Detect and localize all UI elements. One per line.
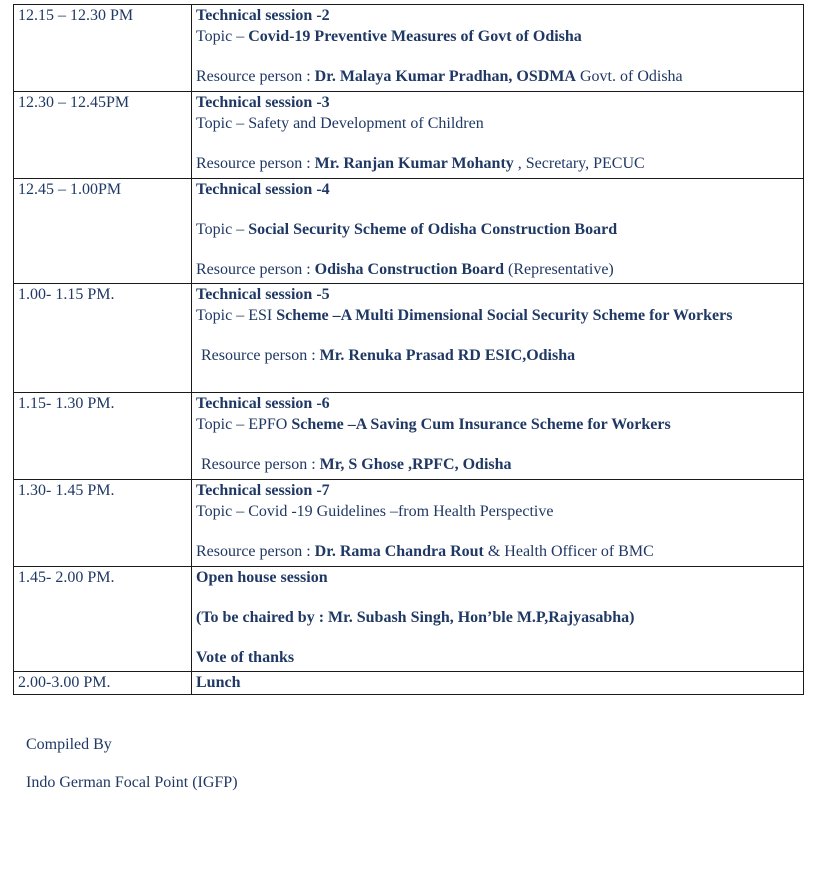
- time-cell: 1.00- 1.15 PM.: [14, 284, 192, 393]
- topic-text: Scheme –A Saving Cum Insurance Scheme for Workers: [291, 416, 671, 433]
- table-row: [14, 284, 804, 393]
- session-title: Technical session -7: [196, 482, 330, 499]
- resource-person-suffix: & Health Officer of BMC: [483, 543, 654, 560]
- table-row: [14, 480, 804, 567]
- topic-line: [196, 305, 799, 326]
- resource-person-prefix: Resource person :: [196, 261, 315, 278]
- session-cell: [192, 92, 804, 179]
- time-cell: 2.00-3.00 PM.: [14, 672, 192, 695]
- topic-line: [196, 414, 799, 435]
- resource-person-line: [196, 153, 799, 174]
- time-cell: 12.45 – 1.00PM: [14, 179, 192, 284]
- topic-prefix: Topic –: [196, 28, 249, 45]
- session-title: Technical session -2: [196, 7, 330, 24]
- table-row: [14, 179, 804, 284]
- resource-person-line: [196, 66, 799, 87]
- session-cell: [192, 284, 804, 393]
- session-cell: [192, 672, 804, 695]
- topic-prefix: Topic – EPFO: [196, 416, 292, 433]
- topic-line: [196, 26, 799, 47]
- session-title: Technical session -4: [196, 181, 330, 198]
- time-cell: 1.30- 1.45 PM.: [14, 480, 192, 567]
- chaired-by-line: (To be chaired by : Mr. Subash Singh, Hon’ble M.P,Rajyasabha): [196, 609, 635, 626]
- topic-line: [196, 219, 799, 240]
- resource-person-prefix: Resource person :: [201, 456, 320, 473]
- table-row: [14, 92, 804, 179]
- resource-person-prefix: Resource person :: [201, 347, 320, 364]
- resource-person-name: Mr. Ranjan Kumar Mohanty: [314, 155, 514, 172]
- vote-of-thanks-line: Vote of thanks: [196, 649, 295, 666]
- table-row: [14, 672, 804, 695]
- resource-person-line: [196, 541, 799, 562]
- session-title: Technical session -3: [196, 94, 330, 111]
- topic-text: Social Security Scheme of Odisha Construction Board: [248, 221, 618, 238]
- topic-line: Topic – Covid -19 Guidelines –from Health Perspective: [196, 503, 554, 520]
- resource-person-line: [196, 345, 799, 366]
- topic-line: Topic – Safety and Development of Children: [196, 115, 484, 132]
- session-cell: [192, 567, 804, 672]
- organization-name: Indo German Focal Point (IGFP): [26, 774, 238, 791]
- resource-person-prefix: Resource person :: [196, 155, 315, 172]
- resource-person-prefix: Resource person :: [196, 68, 315, 85]
- session-title: Technical session -6: [196, 395, 330, 412]
- session-cell: [192, 5, 804, 92]
- open-house-title: Open house session: [196, 569, 328, 586]
- resource-person-name: Odisha Construction Board: [314, 261, 505, 278]
- lunch-label: Lunch: [196, 674, 241, 691]
- resource-person-name: Mr, S Ghose ,RPFC, Odisha: [319, 456, 512, 473]
- table-row: [14, 5, 804, 92]
- session-cell: [192, 480, 804, 567]
- session-cell: [192, 179, 804, 284]
- resource-person-name: Mr. Renuka Prasad RD ESIC,Odisha: [319, 347, 576, 364]
- table-row: [14, 393, 804, 480]
- time-cell: 1.15- 1.30 PM.: [14, 393, 192, 480]
- resource-person-name: Dr. Rama Chandra Rout: [314, 543, 484, 560]
- time-cell: 12.15 – 12.30 PM: [14, 5, 192, 92]
- resource-person-line: [196, 259, 799, 280]
- resource-person-line: [196, 454, 799, 475]
- topic-prefix: Topic –: [196, 221, 249, 238]
- agenda-table: [13, 4, 804, 695]
- resource-person-suffix: , Secretary, PECUC: [513, 155, 645, 172]
- time-cell: 12.30 – 12.45PM: [14, 92, 192, 179]
- resource-person-prefix: Resource person :: [196, 543, 315, 560]
- session-title: Technical session -5: [196, 286, 330, 303]
- topic-text: Covid-19 Preventive Measures of Govt of Odisha: [248, 28, 582, 45]
- compiled-by-label: Compiled By: [26, 736, 112, 753]
- session-cell: [192, 393, 804, 480]
- resource-person-suffix: Govt. of Odisha: [575, 68, 683, 85]
- table-row: [14, 567, 804, 672]
- resource-person-name: Dr. Malaya Kumar Pradhan, OSDMA: [314, 68, 576, 85]
- topic-prefix: Topic – ESI: [196, 307, 277, 324]
- topic-text: Scheme –A Multi Dimensional Social Security Scheme for Workers: [276, 307, 733, 324]
- resource-person-suffix: (Representative): [504, 261, 614, 278]
- time-cell: 1.45- 2.00 PM.: [14, 567, 192, 672]
